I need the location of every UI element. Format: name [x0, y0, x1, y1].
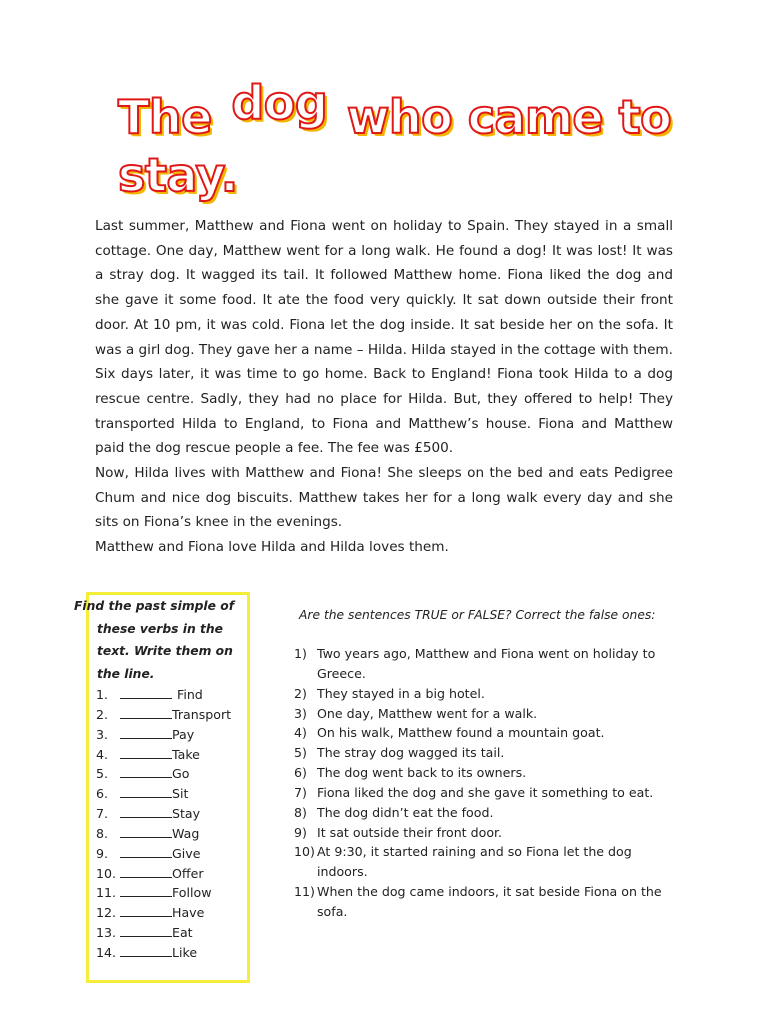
statement-text: The dog went back to its owners.: [317, 765, 527, 781]
title-words-middle: who came to: [346, 90, 672, 144]
verb-item: [96, 745, 231, 765]
verbs-instruction-line: Find the past simple of: [74, 599, 235, 613]
statement-number: 7): [294, 784, 307, 800]
true-false-list: [294, 644, 674, 922]
verb-word: Take: [172, 746, 200, 762]
verb-word: Wag: [172, 825, 200, 841]
answer-blank-line[interactable]: [120, 765, 172, 778]
statement-number: 4): [294, 725, 307, 741]
answer-blank-line[interactable]: [120, 785, 172, 798]
statement-item: [294, 783, 674, 803]
verb-item: [96, 685, 231, 705]
verb-word: Sit: [172, 786, 189, 802]
statement-text: The stray dog wagged its tail.: [317, 745, 505, 761]
verb-number: 13.: [96, 925, 117, 941]
verb-number: 6.: [96, 786, 109, 802]
title-word-stay: stay.: [118, 148, 238, 202]
verbs-instructions: [74, 595, 244, 685]
statement-number: 5): [294, 745, 307, 761]
verb-number: 7.: [96, 806, 109, 822]
statement-number: 8): [294, 804, 307, 820]
answer-blank-line[interactable]: [120, 924, 172, 937]
verb-item: [96, 824, 231, 844]
verb-number: 10.: [96, 865, 117, 881]
verbs-instruction-line: these verbs in the: [97, 621, 223, 636]
story-paragraph-1: Last summer, Matthew and Fiona went on holiday to Spain. They stayed in a small cottage. One day, Matthew went for a long walk. He found a dog! It was lost! It was a stray dog. It wagged its tail. It followed Matthew home. Fiona liked the dog and she gave it some food. It ate the food very quickly. It sat down outside their front door. At 10 pm, it was cold. Fiona let the dog inside. It sat beside her on the sofa. It was a girl dog. They gave her a name – Hilda. Hilda stayed in the cottage with them. Six days later, it was time to go home. Back to England! Fiona took Hilda to a dog rescue centre. Sadly, they had no place for Hilda. But, they offered to help! They transported Hilda to England, to Fiona and Matthew’s house. Fiona and Matthew paid the dog rescue people a fee. The fee was £500.: [95, 218, 673, 457]
verb-word: Transport: [172, 706, 232, 722]
verb-word: Offer: [172, 865, 204, 881]
verb-word: Find: [177, 687, 203, 702]
statement-item: [294, 842, 674, 882]
verb-item: [96, 784, 231, 804]
verb-item: [96, 903, 231, 923]
verb-number: 9.: [96, 845, 109, 861]
verb-item: [96, 923, 231, 943]
title-word-the: The: [118, 90, 212, 144]
verb-item: [96, 764, 231, 784]
statement-text: It sat outside their front door.: [317, 824, 503, 840]
verb-number: 1.: [96, 687, 109, 702]
verb-word: Go: [172, 766, 190, 782]
statement-text: The dog didn’t eat the food.: [317, 804, 494, 820]
verb-number: 4.: [96, 746, 109, 762]
verb-word: Have: [172, 905, 205, 921]
verb-number: 2.: [96, 706, 109, 722]
story-paragraph-2: Now, Hilda lives with Matthew and Fiona! She sleeps on the bed and eats Pedigree Chum and nice dog biscuits. Matthew takes her for a long walk every day and she sits on Fiona’s knee in the evenings.: [95, 465, 673, 531]
answer-blank-line[interactable]: [120, 746, 172, 759]
statement-item: [294, 704, 674, 724]
title-word-dog: dog: [231, 76, 328, 130]
answer-blank-line[interactable]: [120, 884, 172, 897]
verb-number: 14.: [96, 944, 117, 960]
verb-item: [96, 943, 231, 963]
verb-number: 5.: [96, 766, 109, 782]
verb-word: Pay: [172, 726, 195, 742]
verbs-instruction-line: the line.: [97, 666, 155, 681]
verbs-list: [96, 685, 231, 963]
answer-blank-line[interactable]: [120, 845, 172, 858]
statement-item: [294, 723, 674, 743]
statement-number: 3): [294, 705, 307, 721]
answer-blank-line[interactable]: [120, 904, 172, 917]
statement-item: [294, 803, 674, 823]
statement-item: [294, 763, 674, 783]
statement-item: [294, 823, 674, 843]
verb-item: [96, 725, 231, 745]
answer-blank-line[interactable]: [120, 825, 172, 838]
verb-number: 12.: [96, 905, 117, 921]
statement-item: [294, 882, 674, 922]
story-text: [95, 214, 673, 560]
verb-word: Like: [172, 944, 198, 960]
verb-number: 8.: [96, 825, 109, 841]
story-paragraph-3: Matthew and Fiona love Hilda and Hilda loves them.: [95, 539, 449, 556]
answer-blank-line[interactable]: [120, 686, 172, 699]
answer-blank-line[interactable]: [120, 726, 172, 739]
statement-item: [294, 684, 674, 704]
statement-text: When the dog came indoors, it sat beside Fiona on the sofa.: [317, 884, 662, 919]
statement-number: 1): [294, 646, 307, 661]
statement-number: 6): [294, 765, 307, 781]
verb-word: Give: [172, 845, 201, 861]
statement-item: [294, 743, 674, 763]
answer-blank-line[interactable]: [120, 944, 172, 957]
statement-text: They stayed in a big hotel.: [317, 685, 485, 701]
statement-number: 10): [294, 844, 315, 860]
statement-text: One day, Matthew went for a walk.: [317, 705, 538, 721]
verb-item: [96, 883, 231, 903]
statement-text: At 9:30, it started raining and so Fiona let the dog indoors.: [317, 844, 632, 880]
statement-text: Two years ago, Matthew and Fiona went on holiday to Greece.: [317, 646, 656, 681]
verb-number: 11.: [96, 885, 117, 901]
verb-item: [96, 864, 231, 884]
statement-item: [294, 644, 674, 684]
statement-text: On his walk, Matthew found a mountain goat.: [317, 725, 605, 741]
answer-blank-line[interactable]: [120, 865, 172, 878]
verb-word: Stay: [172, 806, 201, 822]
verb-item: [96, 804, 231, 824]
verbs-instruction-line: text. Write them on: [97, 644, 233, 658]
statement-number: 11): [294, 884, 315, 900]
statement-number: 2): [294, 685, 307, 701]
verb-item: [96, 705, 231, 725]
answer-blank-line[interactable]: [120, 706, 172, 719]
answer-blank-line[interactable]: [120, 805, 172, 818]
verb-item: [96, 844, 231, 864]
page-title: [118, 76, 678, 204]
verb-word: Eat: [172, 925, 193, 941]
verb-word: Follow: [172, 885, 212, 901]
statement-number: 9): [294, 824, 307, 840]
statement-text: Fiona liked the dog and she gave it something to eat.: [317, 784, 654, 800]
verb-number: 3.: [96, 726, 109, 742]
true-false-question: Are the sentences TRUE or FALSE? Correct the false ones:: [299, 608, 656, 622]
